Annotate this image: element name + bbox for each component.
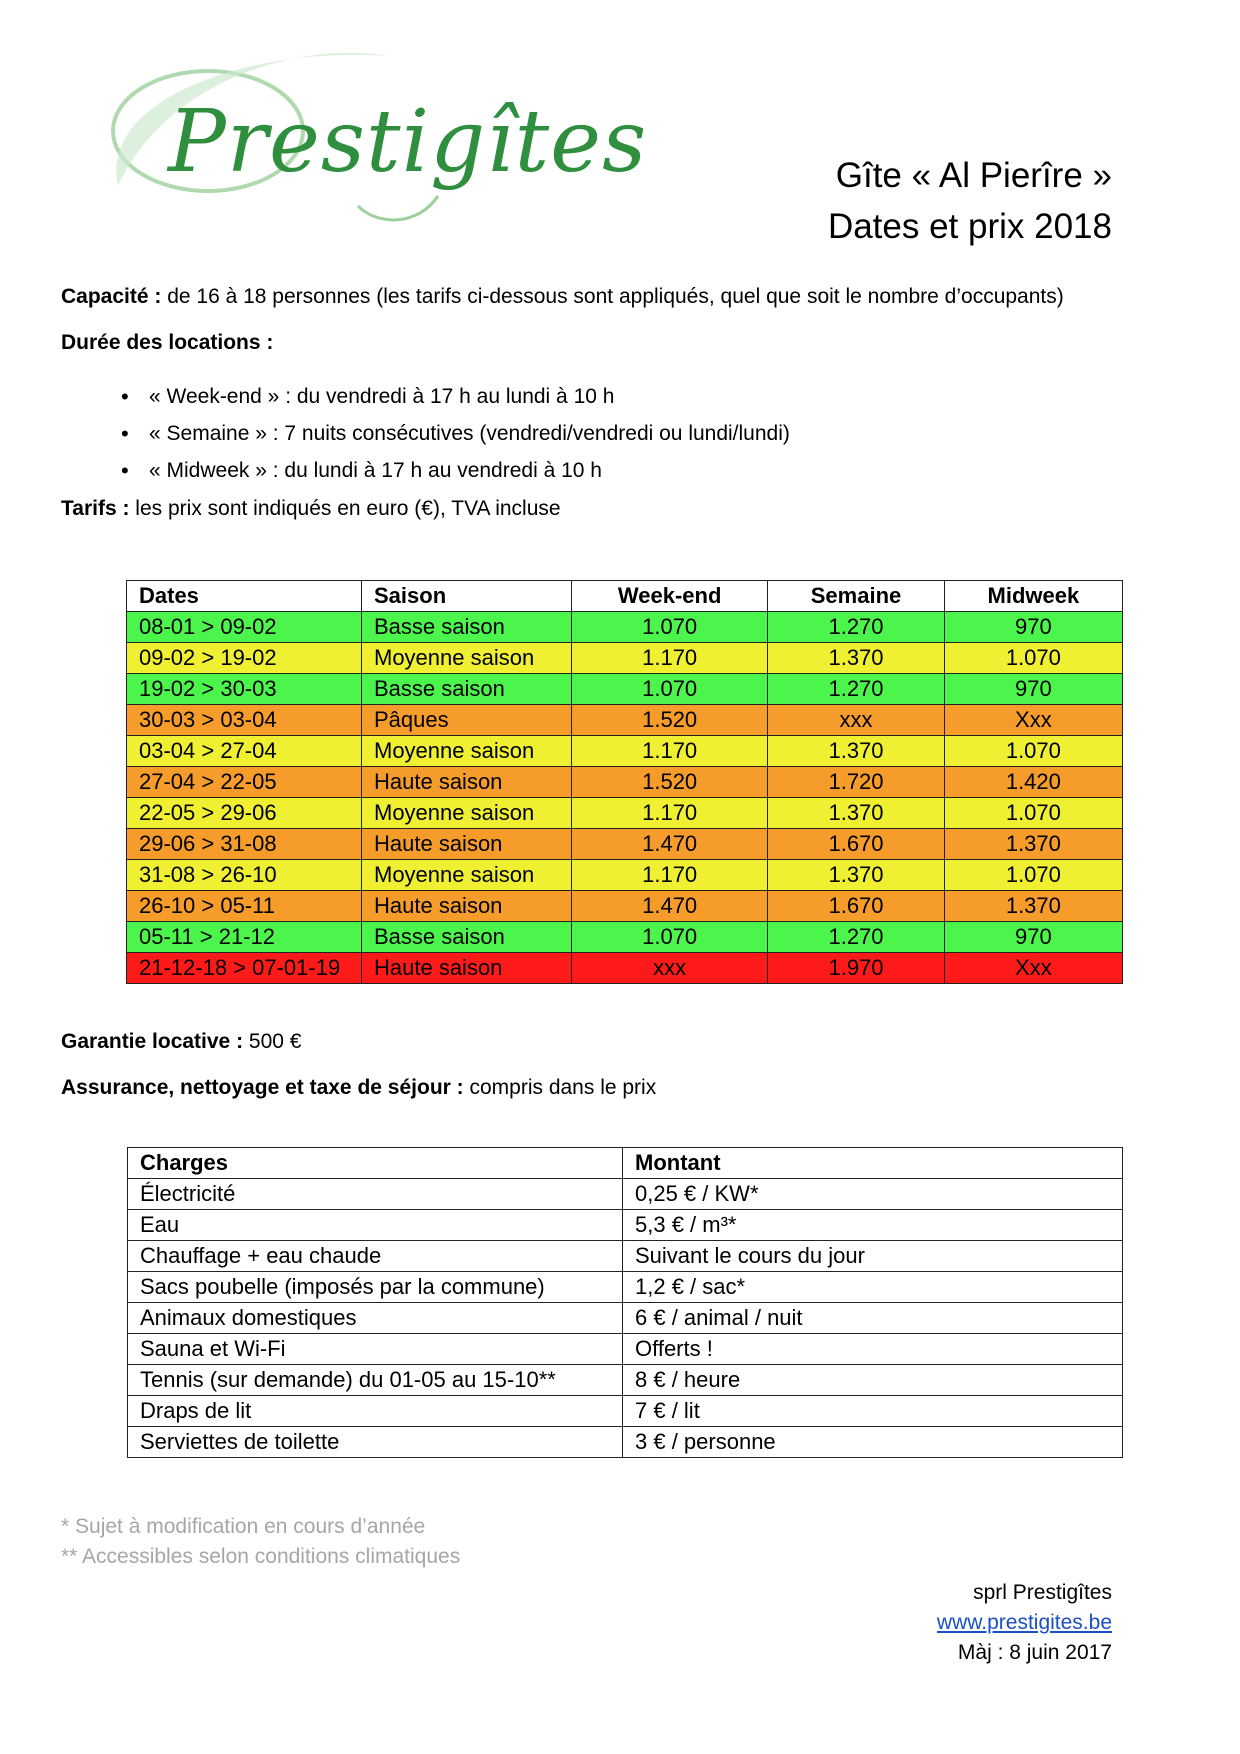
- table-cell: 1.470: [572, 891, 768, 922]
- charges-table: [127, 1147, 1123, 1458]
- table-cell: 1.170: [572, 643, 768, 674]
- table-row: [127, 674, 1123, 705]
- table-cell: Moyenne saison: [362, 798, 572, 829]
- footnote-1: * Sujet à modification en cours d’année: [61, 1515, 426, 1538]
- duration-list: [121, 378, 790, 489]
- table-cell: 1.070: [944, 643, 1122, 674]
- table-cell: Haute saison: [362, 891, 572, 922]
- table-cell: Haute saison: [362, 829, 572, 860]
- table-row: [127, 953, 1123, 984]
- tariffs-text: les prix sont indiqués en euro (€), TVA incluse: [129, 497, 561, 520]
- table-cell: 22-05 > 29-06: [127, 798, 362, 829]
- capacity-label: Capacité :: [61, 285, 162, 308]
- table-cell: Sauna et Wi-Fi: [128, 1334, 623, 1365]
- table-cell: 1.070: [944, 860, 1122, 891]
- table-cell: Basse saison: [362, 922, 572, 953]
- table-cell: 19-02 > 30-03: [127, 674, 362, 705]
- table-row: [127, 736, 1123, 767]
- table-cell: 1.170: [572, 736, 768, 767]
- table-cell: 1.520: [572, 705, 768, 736]
- table-cell: 1.070: [944, 736, 1122, 767]
- table-row: [127, 922, 1123, 953]
- column-header: Dates: [127, 581, 362, 612]
- table-cell: Tennis (sur demande) du 01-05 au 15-10**: [128, 1365, 623, 1396]
- table-row: [128, 1179, 1123, 1210]
- table-cell: 0,25 € / KW*: [623, 1179, 1123, 1210]
- column-header: Montant: [623, 1148, 1123, 1179]
- capacity-text: de 16 à 18 personnes (les tarifs ci-dessous sont appliqués, quel que soit le nombre d’occupants): [161, 285, 1064, 308]
- footer: [937, 1578, 1112, 1668]
- table-cell: Animaux domestiques: [128, 1303, 623, 1334]
- table-cell: Haute saison: [362, 953, 572, 984]
- column-header: Midweek: [944, 581, 1122, 612]
- table-cell: Suivant le cours du jour: [623, 1241, 1123, 1272]
- column-header: Semaine: [768, 581, 944, 612]
- table-cell: 1.070: [944, 798, 1122, 829]
- table-cell: 970: [944, 922, 1122, 953]
- table-row: [128, 1334, 1123, 1365]
- table-cell: 21-12-18 > 07-01-19: [127, 953, 362, 984]
- deposit-paragraph: [61, 1030, 301, 1054]
- table-cell: 31-08 > 26-10: [127, 860, 362, 891]
- table-cell: 1.070: [572, 612, 768, 643]
- table-cell: Moyenne saison: [362, 643, 572, 674]
- table-cell: 1.420: [944, 767, 1122, 798]
- table-cell: 1.520: [572, 767, 768, 798]
- table-cell: 1.720: [768, 767, 944, 798]
- table-cell: 27-04 > 22-05: [127, 767, 362, 798]
- table-cell: 1.070: [572, 922, 768, 953]
- table-row: [128, 1396, 1123, 1427]
- table-cell: 970: [944, 612, 1122, 643]
- website-link[interactable]: www.prestigites.be: [936, 1611, 1112, 1634]
- table-row: [127, 705, 1123, 736]
- insurance-paragraph: [61, 1076, 656, 1100]
- table-cell: xxx: [572, 953, 768, 984]
- table-cell: 1.270: [768, 612, 944, 643]
- table-cell: Sacs poubelle (imposés par la commune): [128, 1272, 623, 1303]
- table-cell: 05-11 > 21-12: [127, 922, 362, 953]
- table-cell: Offerts !: [623, 1334, 1123, 1365]
- logo: [58, 36, 648, 226]
- table-cell: 08-01 > 09-02: [127, 612, 362, 643]
- list-item: • « Midweek » : du lundi à 17 h au vendredi à 10 h: [121, 452, 790, 489]
- table-row: [128, 1241, 1123, 1272]
- table-cell: 1.370: [768, 860, 944, 891]
- update-date: Màj : 8 juin 2017: [957, 1641, 1112, 1664]
- table-cell: 1.370: [768, 736, 944, 767]
- table-cell: Draps de lit: [128, 1396, 623, 1427]
- insurance-label: Assurance, nettoyage et taxe de séjour :: [61, 1076, 464, 1099]
- column-header: Saison: [362, 581, 572, 612]
- table-cell: Serviettes de toilette: [128, 1427, 623, 1458]
- table-row: [127, 643, 1123, 674]
- table-cell: 29-06 > 31-08: [127, 829, 362, 860]
- table-cell: 1.670: [768, 891, 944, 922]
- table-row: [127, 829, 1123, 860]
- table-cell: Eau: [128, 1210, 623, 1241]
- table-cell: 5,3 € / m³*: [623, 1210, 1123, 1241]
- table-row: [127, 767, 1123, 798]
- footnote-2: ** Accessibles selon conditions climatiques: [61, 1545, 461, 1568]
- table-cell: 3 € / personne: [623, 1427, 1123, 1458]
- table-cell: 1.370: [944, 891, 1122, 922]
- table-row: [127, 860, 1123, 891]
- list-item: • « Semaine » : 7 nuits consécutives (vendredi/vendredi ou lundi/lundi): [121, 415, 790, 452]
- insurance-text: compris dans le prix: [463, 1076, 657, 1099]
- table-row: [127, 798, 1123, 829]
- table-cell: 09-02 > 19-02: [127, 643, 362, 674]
- table-row: [128, 1427, 1123, 1458]
- table-cell: 1.170: [572, 798, 768, 829]
- table-cell: Xxx: [944, 953, 1122, 984]
- table-cell: 1.270: [768, 674, 944, 705]
- table-cell: 8 € / heure: [623, 1365, 1123, 1396]
- table-cell: 1.270: [768, 922, 944, 953]
- title-line-2: Dates et prix 2018: [827, 207, 1112, 246]
- table-cell: Basse saison: [362, 612, 572, 643]
- table-cell: 1.070: [572, 674, 768, 705]
- table-cell: 7 € / lit: [623, 1396, 1123, 1427]
- logo-text: Prestigîtes: [168, 92, 648, 192]
- page-title: [828, 150, 1112, 252]
- table-cell: Électricité: [128, 1179, 623, 1210]
- table-row: [128, 1365, 1123, 1396]
- table-cell: 1.470: [572, 829, 768, 860]
- table-row: [128, 1272, 1123, 1303]
- table-cell: Moyenne saison: [362, 736, 572, 767]
- table-cell: 30-03 > 03-04: [127, 705, 362, 736]
- deposit-text: 500 €: [243, 1030, 302, 1053]
- table-cell: Basse saison: [362, 674, 572, 705]
- table-row: [128, 1303, 1123, 1334]
- table-cell: Moyenne saison: [362, 860, 572, 891]
- table-header-row: [127, 581, 1123, 612]
- title-line-1: Gîte « Al Pierîre »: [835, 156, 1112, 195]
- duration-heading: [61, 331, 273, 355]
- table-cell: Haute saison: [362, 767, 572, 798]
- table-cell: 1.670: [768, 829, 944, 860]
- table-cell: 1.370: [768, 643, 944, 674]
- deposit-label: Garantie locative :: [61, 1030, 244, 1053]
- column-header: Charges: [128, 1148, 623, 1179]
- table-header-row: [128, 1148, 1123, 1179]
- table-cell: Chauffage + eau chaude: [128, 1241, 623, 1272]
- company-name: sprl Prestigîtes: [973, 1581, 1112, 1604]
- table-cell: 1.970: [768, 953, 944, 984]
- table-cell: 26-10 > 05-11: [127, 891, 362, 922]
- table-cell: 1.370: [768, 798, 944, 829]
- table-cell: Xxx: [944, 705, 1122, 736]
- table-cell: 1.370: [944, 829, 1122, 860]
- price-table: [126, 580, 1123, 984]
- capacity-paragraph: [61, 285, 1064, 309]
- column-header: Week-end: [572, 581, 768, 612]
- tariffs-label: Tarifs :: [61, 497, 130, 520]
- table-cell: 970: [944, 674, 1122, 705]
- list-item: • « Week-end » : du vendredi à 17 h au lundi à 10 h: [121, 378, 790, 415]
- table-cell: 03-04 > 27-04: [127, 736, 362, 767]
- table-row: [127, 612, 1123, 643]
- table-cell: Pâques: [362, 705, 572, 736]
- table-cell: 1.170: [572, 860, 768, 891]
- table-row: [127, 891, 1123, 922]
- table-cell: xxx: [768, 705, 944, 736]
- duration-label: Durée des locations :: [61, 331, 274, 354]
- table-cell: 1,2 € / sac*: [623, 1272, 1123, 1303]
- table-row: [128, 1210, 1123, 1241]
- table-cell: 6 € / animal / nuit: [623, 1303, 1123, 1334]
- tariffs-paragraph: [61, 497, 561, 521]
